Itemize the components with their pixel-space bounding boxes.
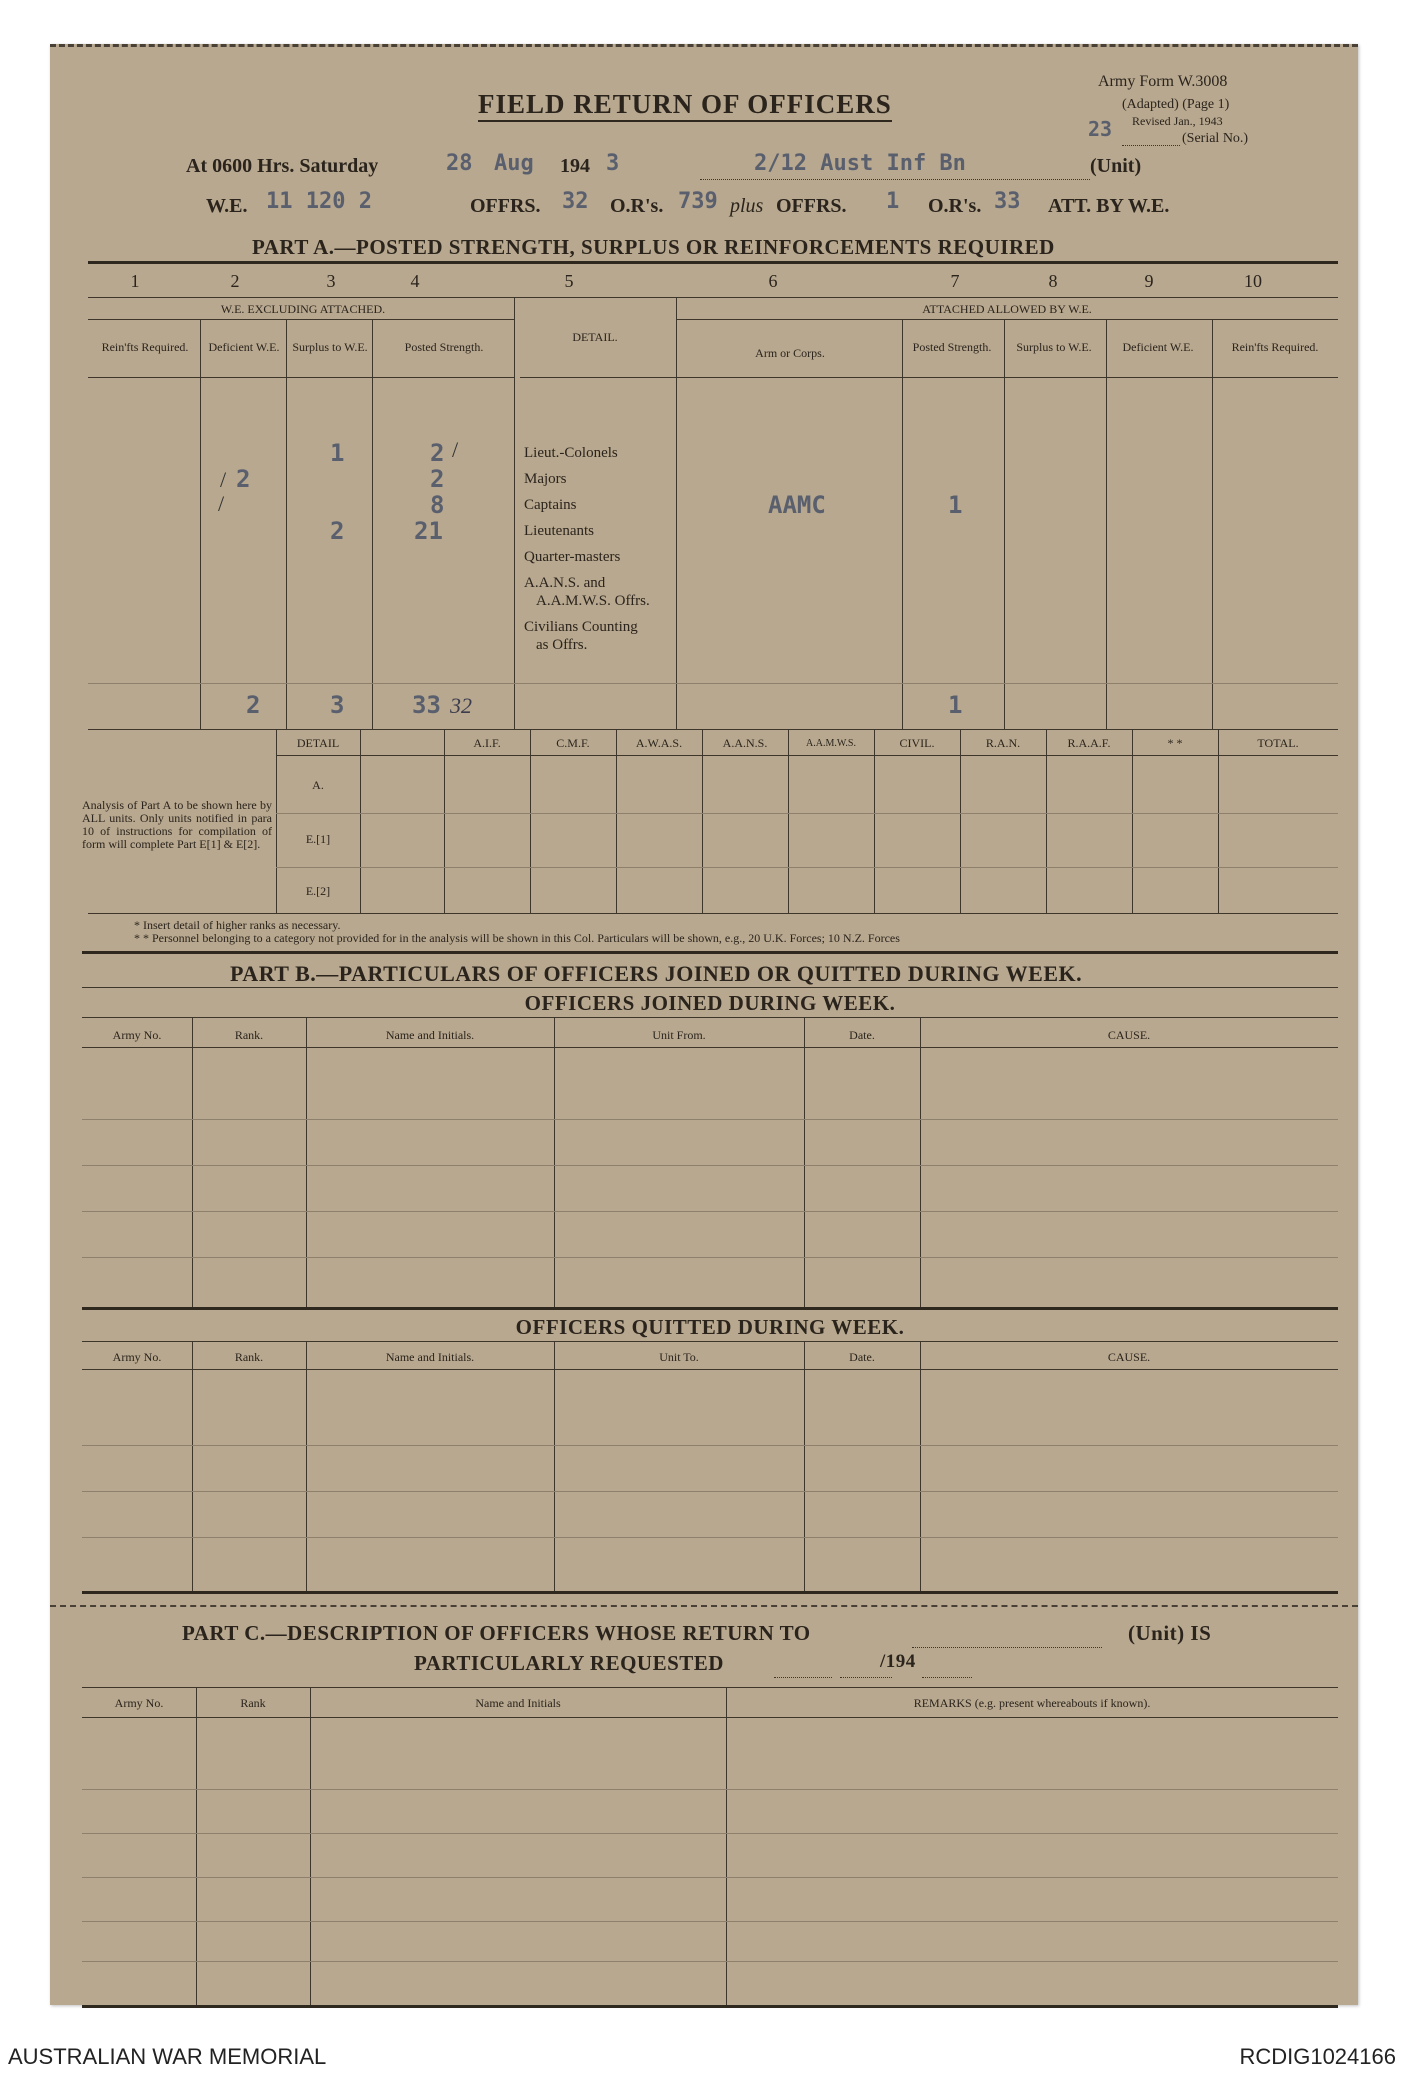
unit-value: 2/12 Aust Inf Bn [754,151,966,176]
adapted-note: (Adapted) (Page 1) [1122,97,1230,112]
rank-aamws: A.A.M.W.S. Offrs. [536,593,650,609]
joined-header-unit-from: Unit From. [652,1028,706,1042]
analysis-row-e1: E.[1] [305,832,331,846]
offrs2-label: OFFRS. [776,195,847,217]
analysis-header-aans: A.A.N.S. [722,736,768,750]
part-c-unit-line [912,1627,1102,1648]
quitted-header-army-no: Army No. [112,1350,162,1364]
col-number-2: 2 [230,271,240,291]
col-number-6: 6 [768,271,778,291]
total-surplus: 3 [330,691,345,719]
plus-label: plus [730,195,764,217]
analysis-header-detail: DETAIL [296,736,340,750]
part-c-title-1b: (Unit) IS [1128,1621,1212,1645]
quitted-header-name: Name and Initials. [385,1350,475,1364]
ors-value: 739 [678,189,718,214]
ors2-label: O.R's. [928,195,982,217]
part-c-header-rank: Rank [240,1696,266,1710]
at-hours-label: At 0600 Hrs. Saturday [186,155,379,177]
rank-captains: Captains [524,497,577,513]
surplus-lieutenants: 2 [330,517,345,545]
col6-header: Arm or Corps. [755,346,825,360]
unit-label: (Unit) [1090,155,1142,177]
joined-title: OFFICERS JOINED DURING WEEK. [524,991,896,1015]
rank-civilians-2: as Offrs. [536,637,588,653]
analysis-note: Analysis of Part A to be shown here by ALL units. Only units notified in para 10 of instructions for compilation of form will complete Part E[1] & E[2]. [82,798,272,851]
footnote-2: * * Personnel belonging to a category not provided for in the analysis will be shown in this Col. Particulars will be shown, e.g., 20 U.K. Forces; 10 N.Z. Forces [134,931,900,945]
ors2-value: 33 [994,189,1021,214]
col3-header: Surplus to W.E. [292,340,368,354]
analysis-header-civil: CIVIL. [899,736,935,750]
attached-allowed-label: ATTACHED ALLOWED BY W.E. [922,302,1092,316]
part-c-header-remarks: REMARKS (e.g. present whereabouts if known). [913,1696,1151,1710]
total-posted: 33 [412,691,441,719]
col1-header: Rein'fts Required. [101,340,189,354]
joined-header-army-no: Army No. [112,1028,162,1042]
rank-lt-colonels: Lieut.-Colonels [524,445,618,461]
analysis-header-other: * * [1167,736,1183,750]
quitted-header-cause: CAUSE. [1107,1350,1151,1364]
total-posted-correction: 32 [450,693,472,718]
part-c-header-army-no: Army No. [114,1696,164,1710]
col2-header: Deficient W.E. [208,340,280,354]
total-deficient: 2 [246,691,261,719]
rank-aans: A.A.N.S. and [524,575,606,591]
total-attached-posted: 1 [948,691,963,719]
joined-header-name: Name and Initials. [385,1028,475,1042]
rank-lieutenants: Lieutenants [524,523,594,539]
joined-header-date: Date. [849,1028,875,1042]
col-number-5: 5 [564,271,574,291]
part-a-rule [88,261,1338,264]
analysis-header-awas: A.W.A.S. [635,736,683,750]
year-prefix: 194 [560,155,590,177]
col-number-1: 1 [130,271,140,291]
posted-captains: 8 [430,491,445,519]
analysis-header-ran: R.A.N. [985,736,1021,750]
serial-no-value: 23 [1088,117,1113,141]
part-c-year-line [922,1657,972,1678]
analysis-header-total: TOTAL. [1257,736,1299,750]
perforation-line [50,1605,1358,1607]
col8-header: Surplus to W.E. [1016,340,1092,354]
quitted-title: OFFICERS QUITTED DURING WEEK. [515,1315,905,1339]
att-by-we-label: ATT. BY W.E. [1048,195,1170,217]
part-c-date-line-1 [774,1657,832,1678]
part-a-title: PART A.—POSTED STRENGTH, SURPLUS OR REINFORCEMENTS REQUIRED [252,235,1055,259]
arm-corps-value: AAMC [768,491,826,519]
serial-no-line [1122,129,1180,146]
offrs-label: OFFRS. [470,195,541,217]
we-excluding-attached-label: W.E. EXCLUDING ATTACHED. [220,302,386,316]
analysis-header-aif: A.I.F. [473,736,501,750]
month-value: Aug [494,151,534,176]
col7-header: Posted Strength. [912,340,992,354]
footer-institution: AUSTRALIAN WAR MEMORIAL [8,2044,327,2069]
form-sheet [50,44,1358,2005]
col-number-7: 7 [950,271,960,291]
part-c-title-1: PART C.—DESCRIPTION OF OFFICERS WHOSE RETURN TO [182,1621,811,1645]
analysis-row-a: A. [312,778,324,792]
offrs-value: 32 [562,189,589,214]
joined-header-rank: Rank. [234,1028,264,1042]
col9-header: Deficient W.E. [1122,340,1194,354]
analysis-row-e2: E.[2] [305,884,331,898]
ors-label: O.R's. [610,195,664,217]
year-value: 3 [606,151,620,176]
offrs2-value: 1 [886,189,900,214]
col-number-10: 10 [1244,271,1262,291]
analysis-header-raaf: R.A.A.F. [1067,736,1111,750]
part-c-header-name: Name and Initials [475,1696,561,1710]
col-number-8: 8 [1048,271,1058,291]
analysis-header-aamws: A.A.M.W.S. [806,738,856,749]
col5-header: DETAIL. [572,330,618,344]
posted-lieutenants: 21 [414,517,443,545]
deficient-captains-mark: / [218,491,225,516]
we-label: W.E. [206,195,248,217]
rank-majors: Majors [524,471,567,487]
surplus-lt-colonels: 1 [330,439,345,467]
quitted-header-unit-to: Unit To. [659,1350,699,1364]
deficient-majors: 2 [236,465,251,493]
col10-header: Rein'fts Required. [1231,340,1319,354]
revised-note: Revised Jan., 1943 [1132,114,1223,128]
part-c-year: /194 [880,1651,916,1672]
posted-lt-colonels-mark: / [452,437,459,462]
col-number-4: 4 [410,271,420,291]
posted-majors: 2 [430,465,445,493]
part-b-title: PART B.—PARTICULARS OF OFFICERS JOINED OR QUITTED DURING WEEK. [230,961,1083,986]
rank-civilians: Civilians Counting [524,619,638,635]
we-value: 11 120 2 [266,189,372,214]
form-title: FIELD RETURN OF OFFICERS [478,89,892,122]
attached-posted-value: 1 [948,491,963,519]
quitted-header-rank: Rank. [234,1350,264,1364]
col-number-3: 3 [326,271,336,291]
col4-header: Posted Strength. [404,340,484,354]
joined-header-cause: CAUSE. [1107,1028,1151,1042]
col-number-9: 9 [1144,271,1154,291]
footer-catalogue-id: RCDIG1024166 [1239,2044,1396,2069]
analysis-header-cmf: C.M.F. [556,736,590,750]
part-c-title-2: PARTICULARLY REQUESTED [414,1651,724,1675]
day-value: 28 [446,151,473,176]
rank-quartermasters: Quarter-masters [524,549,621,565]
footnote-1: * Insert detail of higher ranks as necessary. [134,918,341,932]
posted-lt-colonels: 2 [430,439,445,467]
quitted-header-date: Date. [849,1350,875,1364]
deficient-majors-mark: / [220,467,227,492]
army-form-number: Army Form W.3008 [1098,73,1228,90]
serial-no-label: (Serial No.) [1182,131,1249,146]
